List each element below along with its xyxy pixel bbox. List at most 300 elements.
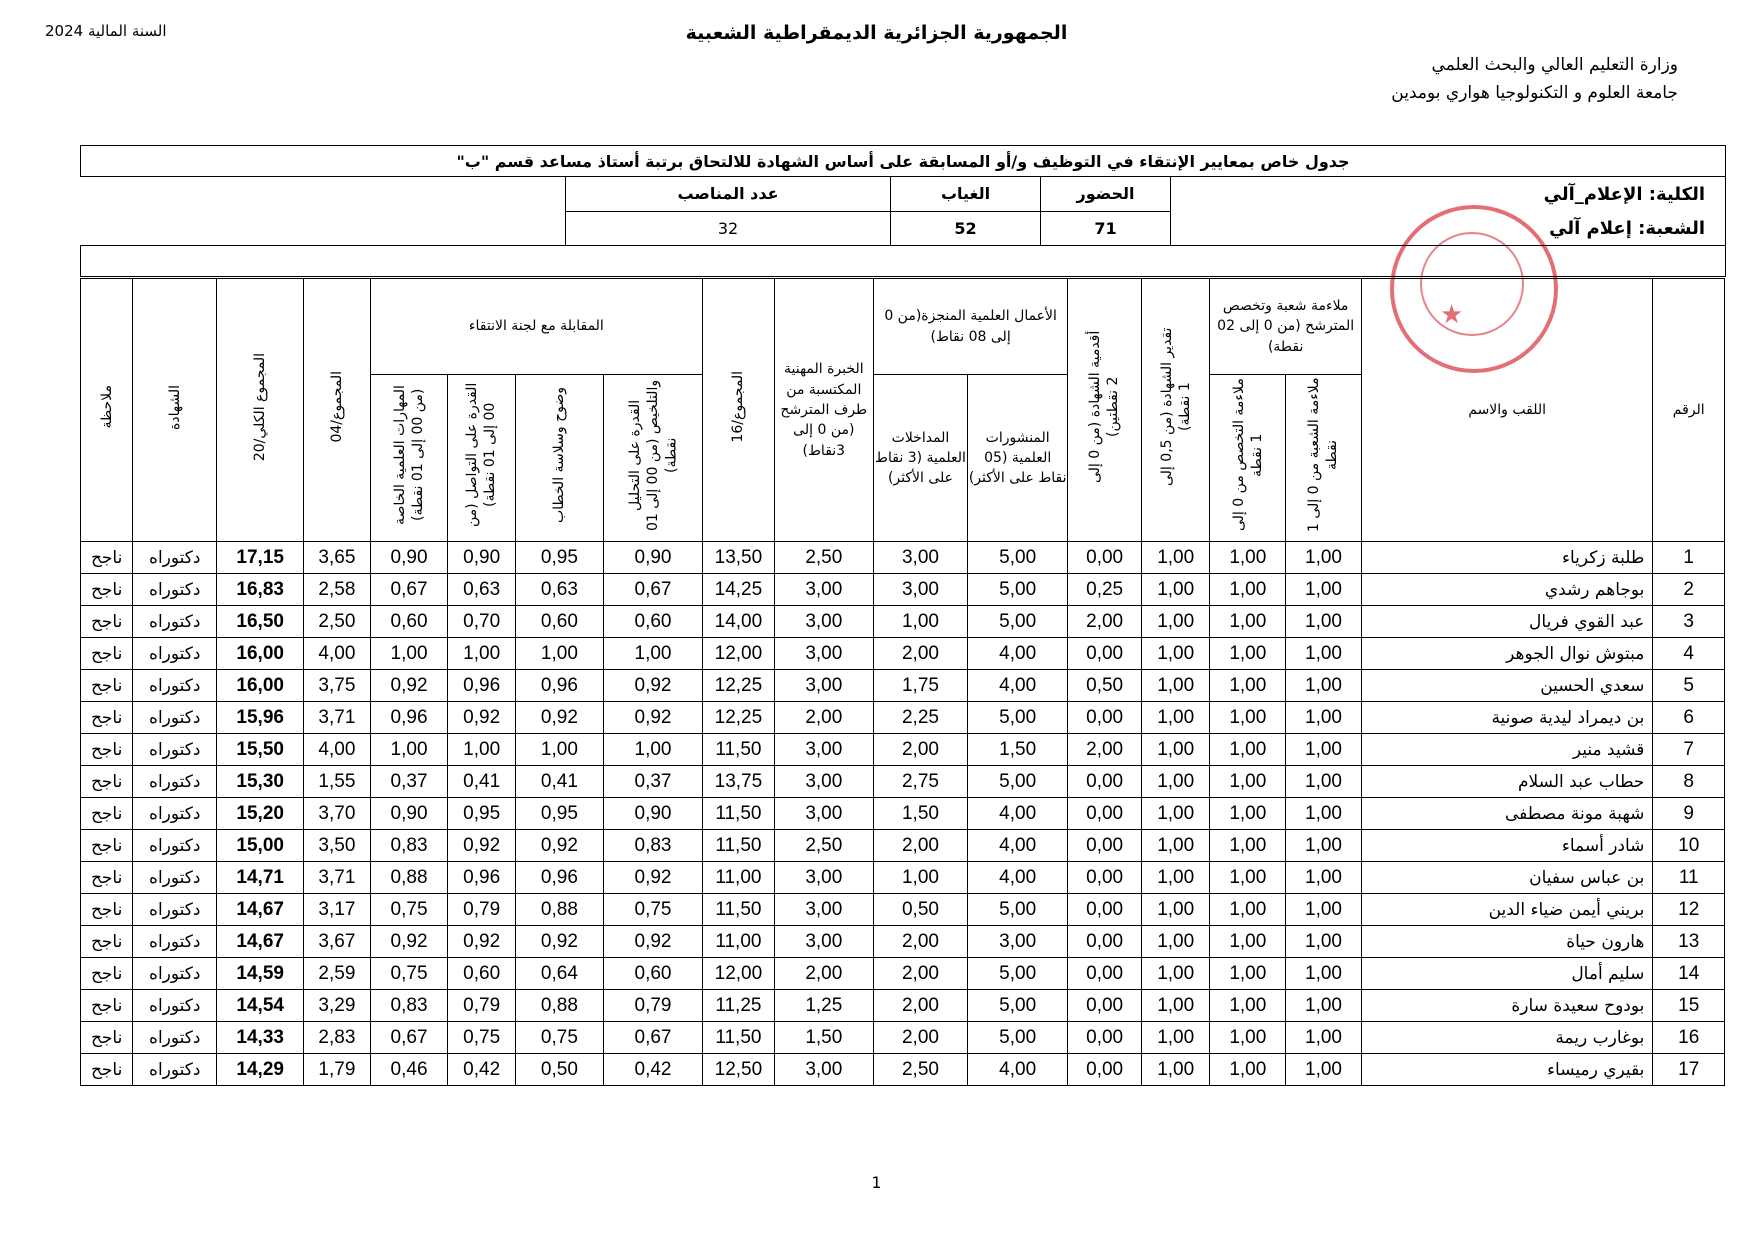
col-publications: المنشورات العلمية (05 نقاط على الأكثر): [968, 375, 1068, 542]
cell-name: هارون حياة: [1361, 926, 1653, 958]
col-analysis: القدرة على التحليل والتلخيص (من 00 إلى 01 نقطة): [626, 379, 680, 531]
col-remark: ملاحظة: [98, 385, 115, 429]
cell-t16: 12,50: [703, 1054, 775, 1086]
cell-gr: 1,00: [1141, 638, 1210, 670]
cell-exp: 3,00: [774, 606, 873, 638]
table-row: [81, 862, 1725, 894]
cell-exp: 3,00: [774, 1054, 873, 1086]
cell-name: سعدي الحسين: [1361, 670, 1653, 702]
cell-rem: ناجح: [81, 1022, 133, 1054]
cell-pub: 4,00: [968, 862, 1068, 894]
cell-exp: 2,00: [774, 702, 873, 734]
cell-com: 3,00: [873, 542, 967, 574]
absent-count: 52: [891, 211, 1041, 246]
cell-tot: 15,00: [217, 830, 304, 862]
cell-name: بن عباس سفيان: [1361, 862, 1653, 894]
cell-cm: 0,41: [448, 766, 516, 798]
results-table: [80, 278, 1725, 1086]
cell-rem: ناجح: [81, 638, 133, 670]
cell-fs: 1,00: [1210, 574, 1286, 606]
cell-num: 7: [1653, 734, 1725, 766]
cell-sk: 0,67: [370, 1022, 448, 1054]
cell-cm: 0,70: [448, 606, 516, 638]
cell-num: 11: [1653, 862, 1725, 894]
cell-t04: 1,79: [304, 1054, 370, 1086]
cell-deg: دكتوراه: [133, 926, 217, 958]
cell-tot: 15,50: [217, 734, 304, 766]
table-title: جدول خاص بمعايير الإنتقاء في التوظيف و/أو المسابقة على أساس الشهادة للالتحاق برتبة أستاذ مساعد قسم "ب": [81, 146, 1726, 177]
cell-an: 0,90: [603, 798, 702, 830]
cell-com: 3,00: [873, 574, 967, 606]
cell-exp: 3,00: [774, 862, 873, 894]
cell-name: بريني أيمن ضياء الدين: [1361, 894, 1653, 926]
cell-com: 1,00: [873, 606, 967, 638]
cell-name: شادر أسماء: [1361, 830, 1653, 862]
cell-an: 0,75: [603, 894, 702, 926]
cell-gr: 1,00: [1141, 734, 1210, 766]
cell-deg: دكتوراه: [133, 702, 217, 734]
cell-pub: 5,00: [968, 574, 1068, 606]
cell-gr: 1,00: [1141, 830, 1210, 862]
cell-t04: 3,29: [304, 990, 370, 1022]
cell-pub: 5,00: [968, 894, 1068, 926]
cell-an: 1,00: [603, 734, 702, 766]
cell-tot: 14,54: [217, 990, 304, 1022]
col-degree: الشهادة: [166, 384, 183, 430]
cell-fs: 1,00: [1210, 702, 1286, 734]
cell-t04: 3,50: [304, 830, 370, 862]
cell-t04: 3,71: [304, 862, 370, 894]
cell-sk: 0,96: [370, 702, 448, 734]
table-row: [81, 894, 1725, 926]
cell-num: 4: [1653, 638, 1725, 670]
cell-num: 13: [1653, 926, 1725, 958]
table-row: [81, 798, 1725, 830]
cell-com: 2,00: [873, 926, 967, 958]
cell-cm: 1,00: [448, 734, 516, 766]
cell-t16: 14,25: [703, 574, 775, 606]
cell-t16: 11,50: [703, 894, 775, 926]
cell-tot: 14,67: [217, 926, 304, 958]
cell-fs: 1,00: [1210, 958, 1286, 990]
table-row: [81, 926, 1725, 958]
cell-exp: 3,00: [774, 670, 873, 702]
cell-tot: 14,29: [217, 1054, 304, 1086]
cell-sk: 1,00: [370, 734, 448, 766]
cell-t16: 11,50: [703, 734, 775, 766]
col-grand-total: المجموع الكلي/20: [252, 352, 269, 462]
cell-cm: 0,90: [448, 542, 516, 574]
cell-pub: 4,00: [968, 1054, 1068, 1086]
col-fit-branch: ملاءمة الشعبة من 0 إلى 1 نقطة: [1306, 377, 1341, 533]
cell-deg: دكتوراه: [133, 734, 217, 766]
cell-exp: 3,00: [774, 798, 873, 830]
cell-t04: 3,65: [304, 542, 370, 574]
cell-gr: 1,00: [1141, 670, 1210, 702]
cell-gr: 1,00: [1141, 926, 1210, 958]
cell-com: 1,00: [873, 862, 967, 894]
positions-label: عدد المناصب: [566, 177, 891, 212]
cell-t04: 4,00: [304, 734, 370, 766]
cell-sk: 0,75: [370, 958, 448, 990]
cell-exp: 3,00: [774, 926, 873, 958]
cell-fs: 1,00: [1210, 606, 1286, 638]
cell-num: 8: [1653, 766, 1725, 798]
cell-fs: 1,00: [1210, 542, 1286, 574]
cell-com: 1,50: [873, 798, 967, 830]
cell-sk: 0,75: [370, 894, 448, 926]
col-grade: تقدير الشهادة (من 0,5 إلى 1 نقطة): [1158, 327, 1193, 487]
cell-cm: 0,92: [448, 702, 516, 734]
cell-rem: ناجح: [81, 574, 133, 606]
cell-num: 10: [1653, 830, 1725, 862]
cell-cl: 0,60: [515, 606, 603, 638]
cell-t16: 12,25: [703, 670, 775, 702]
cell-name: سليم أمال: [1361, 958, 1653, 990]
cell-cl: 0,92: [515, 926, 603, 958]
cell-fb: 1,00: [1286, 542, 1362, 574]
cell-rem: ناجح: [81, 958, 133, 990]
cell-com: 2,00: [873, 638, 967, 670]
faculty-label: الكلية: الإعلام_آلي: [1171, 177, 1726, 212]
cell-sk: 0,90: [370, 542, 448, 574]
cell-tot: 15,30: [217, 766, 304, 798]
cell-tot: 17,15: [217, 542, 304, 574]
cell-name: بودوح سعيدة سارة: [1361, 990, 1653, 1022]
cell-num: 5: [1653, 670, 1725, 702]
cell-exp: 1,50: [774, 1022, 873, 1054]
cell-gr: 1,00: [1141, 990, 1210, 1022]
cell-cl: 0,64: [515, 958, 603, 990]
cell-sen: 0,00: [1068, 798, 1142, 830]
cell-t04: 2,83: [304, 1022, 370, 1054]
cell-fb: 1,00: [1286, 702, 1362, 734]
cell-tot: 14,71: [217, 862, 304, 894]
cell-deg: دكتوراه: [133, 1022, 217, 1054]
cell-pub: 5,00: [968, 702, 1068, 734]
cell-t04: 3,67: [304, 926, 370, 958]
cell-rem: ناجح: [81, 702, 133, 734]
cell-name: شهبة مونة مصطفى: [1361, 798, 1653, 830]
cell-num: 9: [1653, 798, 1725, 830]
cell-deg: دكتوراه: [133, 766, 217, 798]
cell-gr: 1,00: [1141, 862, 1210, 894]
cell-fs: 1,00: [1210, 894, 1286, 926]
cell-rem: ناجح: [81, 830, 133, 862]
cell-exp: 1,25: [774, 990, 873, 1022]
cell-an: 0,42: [603, 1054, 702, 1086]
cell-com: 2,00: [873, 990, 967, 1022]
cell-name: بن ديمراد ليدية صونية: [1361, 702, 1653, 734]
cell-pub: 5,00: [968, 606, 1068, 638]
cell-tot: 14,59: [217, 958, 304, 990]
cell-t04: 3,71: [304, 702, 370, 734]
cell-fb: 1,00: [1286, 670, 1362, 702]
cell-name: بوغارب ريمة: [1361, 1022, 1653, 1054]
col-total04: المجموع/04: [328, 371, 345, 443]
cell-t04: 1,55: [304, 766, 370, 798]
cell-sen: 2,00: [1068, 734, 1142, 766]
cell-t16: 11,25: [703, 990, 775, 1022]
cell-cm: 0,92: [448, 926, 516, 958]
cell-fs: 1,00: [1210, 670, 1286, 702]
cell-fb: 1,00: [1286, 926, 1362, 958]
cell-num: 12: [1653, 894, 1725, 926]
cell-t16: 14,00: [703, 606, 775, 638]
cell-fs: 1,00: [1210, 862, 1286, 894]
cell-t16: 11,50: [703, 830, 775, 862]
cell-gr: 1,00: [1141, 766, 1210, 798]
cell-t04: 3,17: [304, 894, 370, 926]
cell-sen: 0,25: [1068, 574, 1142, 606]
table-row: [81, 606, 1725, 638]
cell-tot: 16,00: [217, 670, 304, 702]
cell-t16: 12,00: [703, 638, 775, 670]
cell-fb: 1,00: [1286, 1022, 1362, 1054]
cell-an: 0,67: [603, 574, 702, 606]
col-seniority: أقدمية الشهادة (من 0 إلى 2 نقطتين): [1087, 330, 1122, 484]
cell-t16: 11,00: [703, 862, 775, 894]
cell-deg: دكتوراه: [133, 638, 217, 670]
cell-sk: 0,83: [370, 990, 448, 1022]
cell-cl: 0,41: [515, 766, 603, 798]
cell-sk: 0,92: [370, 926, 448, 958]
cell-sen: 0,00: [1068, 830, 1142, 862]
col-interview-group: المقابلة مع لجنة الانتقاء: [370, 279, 702, 375]
cell-fb: 1,00: [1286, 734, 1362, 766]
cell-an: 0,92: [603, 670, 702, 702]
cell-t16: 12,25: [703, 702, 775, 734]
cell-tot: 16,83: [217, 574, 304, 606]
cell-t16: 11,00: [703, 926, 775, 958]
cell-rem: ناجح: [81, 606, 133, 638]
col-communication: القدرة على التواصل (من 00 إلى 01 نقطة): [464, 382, 499, 528]
cell-fs: 1,00: [1210, 734, 1286, 766]
cell-t04: 4,00: [304, 638, 370, 670]
cell-cm: 0,96: [448, 670, 516, 702]
col-name: اللقب والاسم: [1361, 279, 1653, 542]
cell-tot: 15,96: [217, 702, 304, 734]
cell-fb: 1,00: [1286, 830, 1362, 862]
cell-sen: 0,00: [1068, 1022, 1142, 1054]
cell-an: 0,60: [603, 958, 702, 990]
cell-num: 14: [1653, 958, 1725, 990]
cell-fb: 1,00: [1286, 990, 1362, 1022]
cell-cm: 0,63: [448, 574, 516, 606]
cell-gr: 1,00: [1141, 798, 1210, 830]
cell-cm: 1,00: [448, 638, 516, 670]
stamp-star-icon: ★: [1440, 300, 1464, 330]
cell-sk: 0,67: [370, 574, 448, 606]
cell-rem: ناجح: [81, 862, 133, 894]
col-special-skills: المهارات العلمية الخاصة (من 00 إلى 01 نقطة): [391, 385, 427, 525]
cell-sen: 0,50: [1068, 670, 1142, 702]
cell-cl: 0,95: [515, 798, 603, 830]
cell-deg: دكتوراه: [133, 990, 217, 1022]
cell-deg: دكتوراه: [133, 574, 217, 606]
cell-fb: 1,00: [1286, 766, 1362, 798]
cell-sk: 0,46: [370, 1054, 448, 1086]
cell-rem: ناجح: [81, 894, 133, 926]
cell-name: مبتوش نوال الجوهر: [1361, 638, 1653, 670]
cell-deg: دكتوراه: [133, 958, 217, 990]
cell-num: 17: [1653, 1054, 1725, 1086]
positions-count: 32: [566, 211, 891, 246]
cell-cm: 0,79: [448, 894, 516, 926]
cell-pub: 4,00: [968, 638, 1068, 670]
cell-t04: 2,59: [304, 958, 370, 990]
table-row: [81, 1022, 1725, 1054]
cell-tot: 14,67: [217, 894, 304, 926]
cell-pub: 5,00: [968, 958, 1068, 990]
cell-num: 16: [1653, 1022, 1725, 1054]
cell-rem: ناجح: [81, 1054, 133, 1086]
cell-fs: 1,00: [1210, 830, 1286, 862]
cell-rem: ناجح: [81, 766, 133, 798]
cell-sen: 0,00: [1068, 926, 1142, 958]
present-count: 71: [1041, 211, 1171, 246]
cell-cl: 0,96: [515, 670, 603, 702]
cell-deg: دكتوراه: [133, 542, 217, 574]
cell-cl: 0,88: [515, 894, 603, 926]
cell-sen: 2,00: [1068, 606, 1142, 638]
table-row: [81, 990, 1725, 1022]
col-fit-group: ملاءمة شعبة وتخصص المترشح (من 0 إلى 02 نقطة): [1210, 279, 1361, 375]
ministry-name: وزارة التعليم العالي والبحث العلمي: [1431, 55, 1678, 75]
cell-exp: 2,50: [774, 542, 873, 574]
cell-sk: 0,88: [370, 862, 448, 894]
cell-fs: 1,00: [1210, 766, 1286, 798]
cell-sen: 0,00: [1068, 542, 1142, 574]
cell-rem: ناجح: [81, 926, 133, 958]
cell-pub: 1,50: [968, 734, 1068, 766]
cell-cl: 0,88: [515, 990, 603, 1022]
cell-fb: 1,00: [1286, 606, 1362, 638]
cell-rem: ناجح: [81, 798, 133, 830]
cell-pub: 4,00: [968, 830, 1068, 862]
cell-t16: 12,00: [703, 958, 775, 990]
cell-t16: 13,50: [703, 542, 775, 574]
cell-sen: 0,00: [1068, 702, 1142, 734]
cell-tot: 16,00: [217, 638, 304, 670]
cell-num: 3: [1653, 606, 1725, 638]
cell-num: 1: [1653, 542, 1725, 574]
cell-name: بقيري رميساء: [1361, 1054, 1653, 1086]
cell-rem: ناجح: [81, 990, 133, 1022]
cell-exp: 3,00: [774, 574, 873, 606]
cell-tot: 15,20: [217, 798, 304, 830]
cell-an: 0,79: [603, 990, 702, 1022]
cell-cm: 0,92: [448, 830, 516, 862]
cell-deg: دكتوراه: [133, 606, 217, 638]
cell-name: حطاب عبد السلام: [1361, 766, 1653, 798]
col-communications: المداخلات العلمية (3 نقاط على الأكثر): [873, 375, 967, 542]
cell-cl: 0,75: [515, 1022, 603, 1054]
cell-t04: 2,50: [304, 606, 370, 638]
cell-fs: 1,00: [1210, 1054, 1286, 1086]
cell-exp: 2,50: [774, 830, 873, 862]
table-row: [81, 1054, 1725, 1086]
col-total16: المجموع/16: [730, 371, 747, 443]
cell-deg: دكتوراه: [133, 1054, 217, 1086]
cell-sk: 0,60: [370, 606, 448, 638]
cell-an: 0,83: [603, 830, 702, 862]
cell-cl: 0,92: [515, 830, 603, 862]
cell-fb: 1,00: [1286, 638, 1362, 670]
cell-com: 2,00: [873, 1022, 967, 1054]
cell-exp: 3,00: [774, 734, 873, 766]
cell-com: 2,00: [873, 734, 967, 766]
col-experience: الخبرة المهنية المكتسبة من طرف المترشح (من 0 إلى 3نقاط): [774, 279, 873, 542]
cell-cm: 0,79: [448, 990, 516, 1022]
cell-cl: 0,95: [515, 542, 603, 574]
cell-sen: 0,00: [1068, 1054, 1142, 1086]
cell-com: 1,75: [873, 670, 967, 702]
cell-sen: 0,00: [1068, 638, 1142, 670]
cell-num: 6: [1653, 702, 1725, 734]
cell-exp: 3,00: [774, 638, 873, 670]
cell-an: 0,92: [603, 702, 702, 734]
cell-name: قشيد منير: [1361, 734, 1653, 766]
cell-sk: 0,90: [370, 798, 448, 830]
cell-exp: 3,00: [774, 894, 873, 926]
cell-sk: 0,83: [370, 830, 448, 862]
cell-rem: ناجح: [81, 734, 133, 766]
cell-an: 0,90: [603, 542, 702, 574]
cell-cm: 0,75: [448, 1022, 516, 1054]
cell-num: 15: [1653, 990, 1725, 1022]
cell-fb: 1,00: [1286, 862, 1362, 894]
cell-gr: 1,00: [1141, 606, 1210, 638]
cell-deg: دكتوراه: [133, 830, 217, 862]
cell-deg: دكتوراه: [133, 862, 217, 894]
cell-deg: دكتوراه: [133, 670, 217, 702]
table-row: [81, 766, 1725, 798]
cell-an: 0,67: [603, 1022, 702, 1054]
cell-pub: 4,00: [968, 798, 1068, 830]
cell-t16: 11,50: [703, 1022, 775, 1054]
country-title: الجمهورية الجزائرية الديمقراطية الشعبية: [685, 22, 1068, 44]
cell-deg: دكتوراه: [133, 894, 217, 926]
table-row: [81, 734, 1725, 766]
cell-com: 0,50: [873, 894, 967, 926]
col-fit-spec: ملاءمة التخصص من 0 إلى 1 نقطة: [1230, 378, 1265, 532]
cell-fs: 1,00: [1210, 1022, 1286, 1054]
cell-cm: 0,60: [448, 958, 516, 990]
table-row: [81, 670, 1725, 702]
present-label: الحضور: [1041, 177, 1171, 212]
cell-cl: 0,63: [515, 574, 603, 606]
table-row: [81, 958, 1725, 990]
cell-fs: 1,00: [1210, 638, 1286, 670]
cell-an: 0,92: [603, 926, 702, 958]
cell-pub: 5,00: [968, 542, 1068, 574]
cell-gr: 1,00: [1141, 958, 1210, 990]
cell-t16: 11,50: [703, 798, 775, 830]
cell-t04: 3,70: [304, 798, 370, 830]
cell-sen: 0,00: [1068, 958, 1142, 990]
cell-fb: 1,00: [1286, 1054, 1362, 1086]
col-clarity: وضوح وسلاسة الخطاب: [551, 386, 568, 524]
cell-com: 2,50: [873, 1054, 967, 1086]
cell-sk: 0,37: [370, 766, 448, 798]
cell-cl: 0,96: [515, 862, 603, 894]
col-works-group: الأعمال العلمية المنجزة(من 0 إلى 08 نقاط): [873, 279, 1067, 375]
university-name: جامعة العلوم و التكنولوجيا هواري بومدين: [1391, 83, 1678, 103]
cell-cl: 1,00: [515, 638, 603, 670]
cell-com: 2,00: [873, 958, 967, 990]
cell-rem: ناجح: [81, 542, 133, 574]
